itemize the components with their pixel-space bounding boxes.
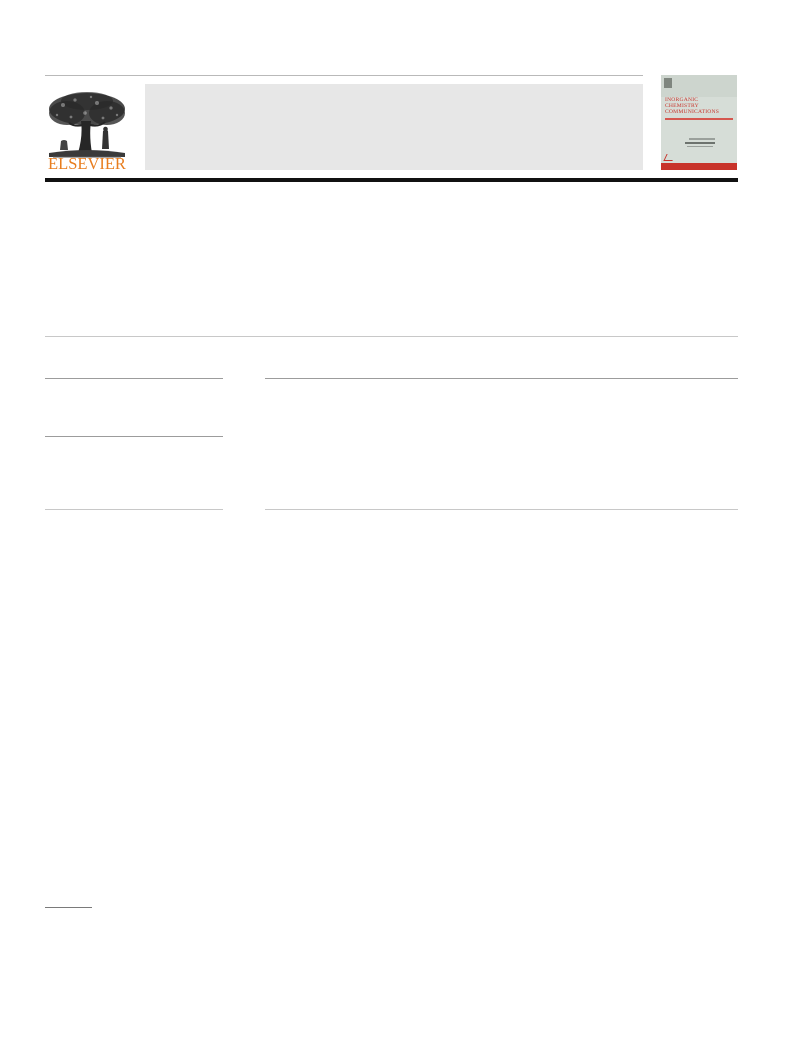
article-info-bottom-rule — [45, 509, 223, 510]
journal-cover-image — [661, 75, 737, 170]
article-info-top-rule — [45, 378, 223, 379]
abstract-bottom-rule — [265, 509, 738, 510]
cover-title: INORGANIC CHEMISTRY COMMUNICATIONS — [665, 97, 720, 115]
abstract-top-rule — [265, 378, 738, 379]
header-top-rule — [45, 75, 643, 76]
keywords-rule — [45, 436, 223, 437]
header-bottom-rule — [45, 178, 738, 182]
elsevier-wordmark: ELSEVIER — [48, 154, 126, 173]
footnote-rule — [45, 907, 92, 908]
title-block-rule — [45, 336, 738, 337]
cover-badge-icon — [664, 78, 672, 88]
journal-banner — [145, 84, 643, 170]
cover-check-icon — [663, 154, 675, 161]
